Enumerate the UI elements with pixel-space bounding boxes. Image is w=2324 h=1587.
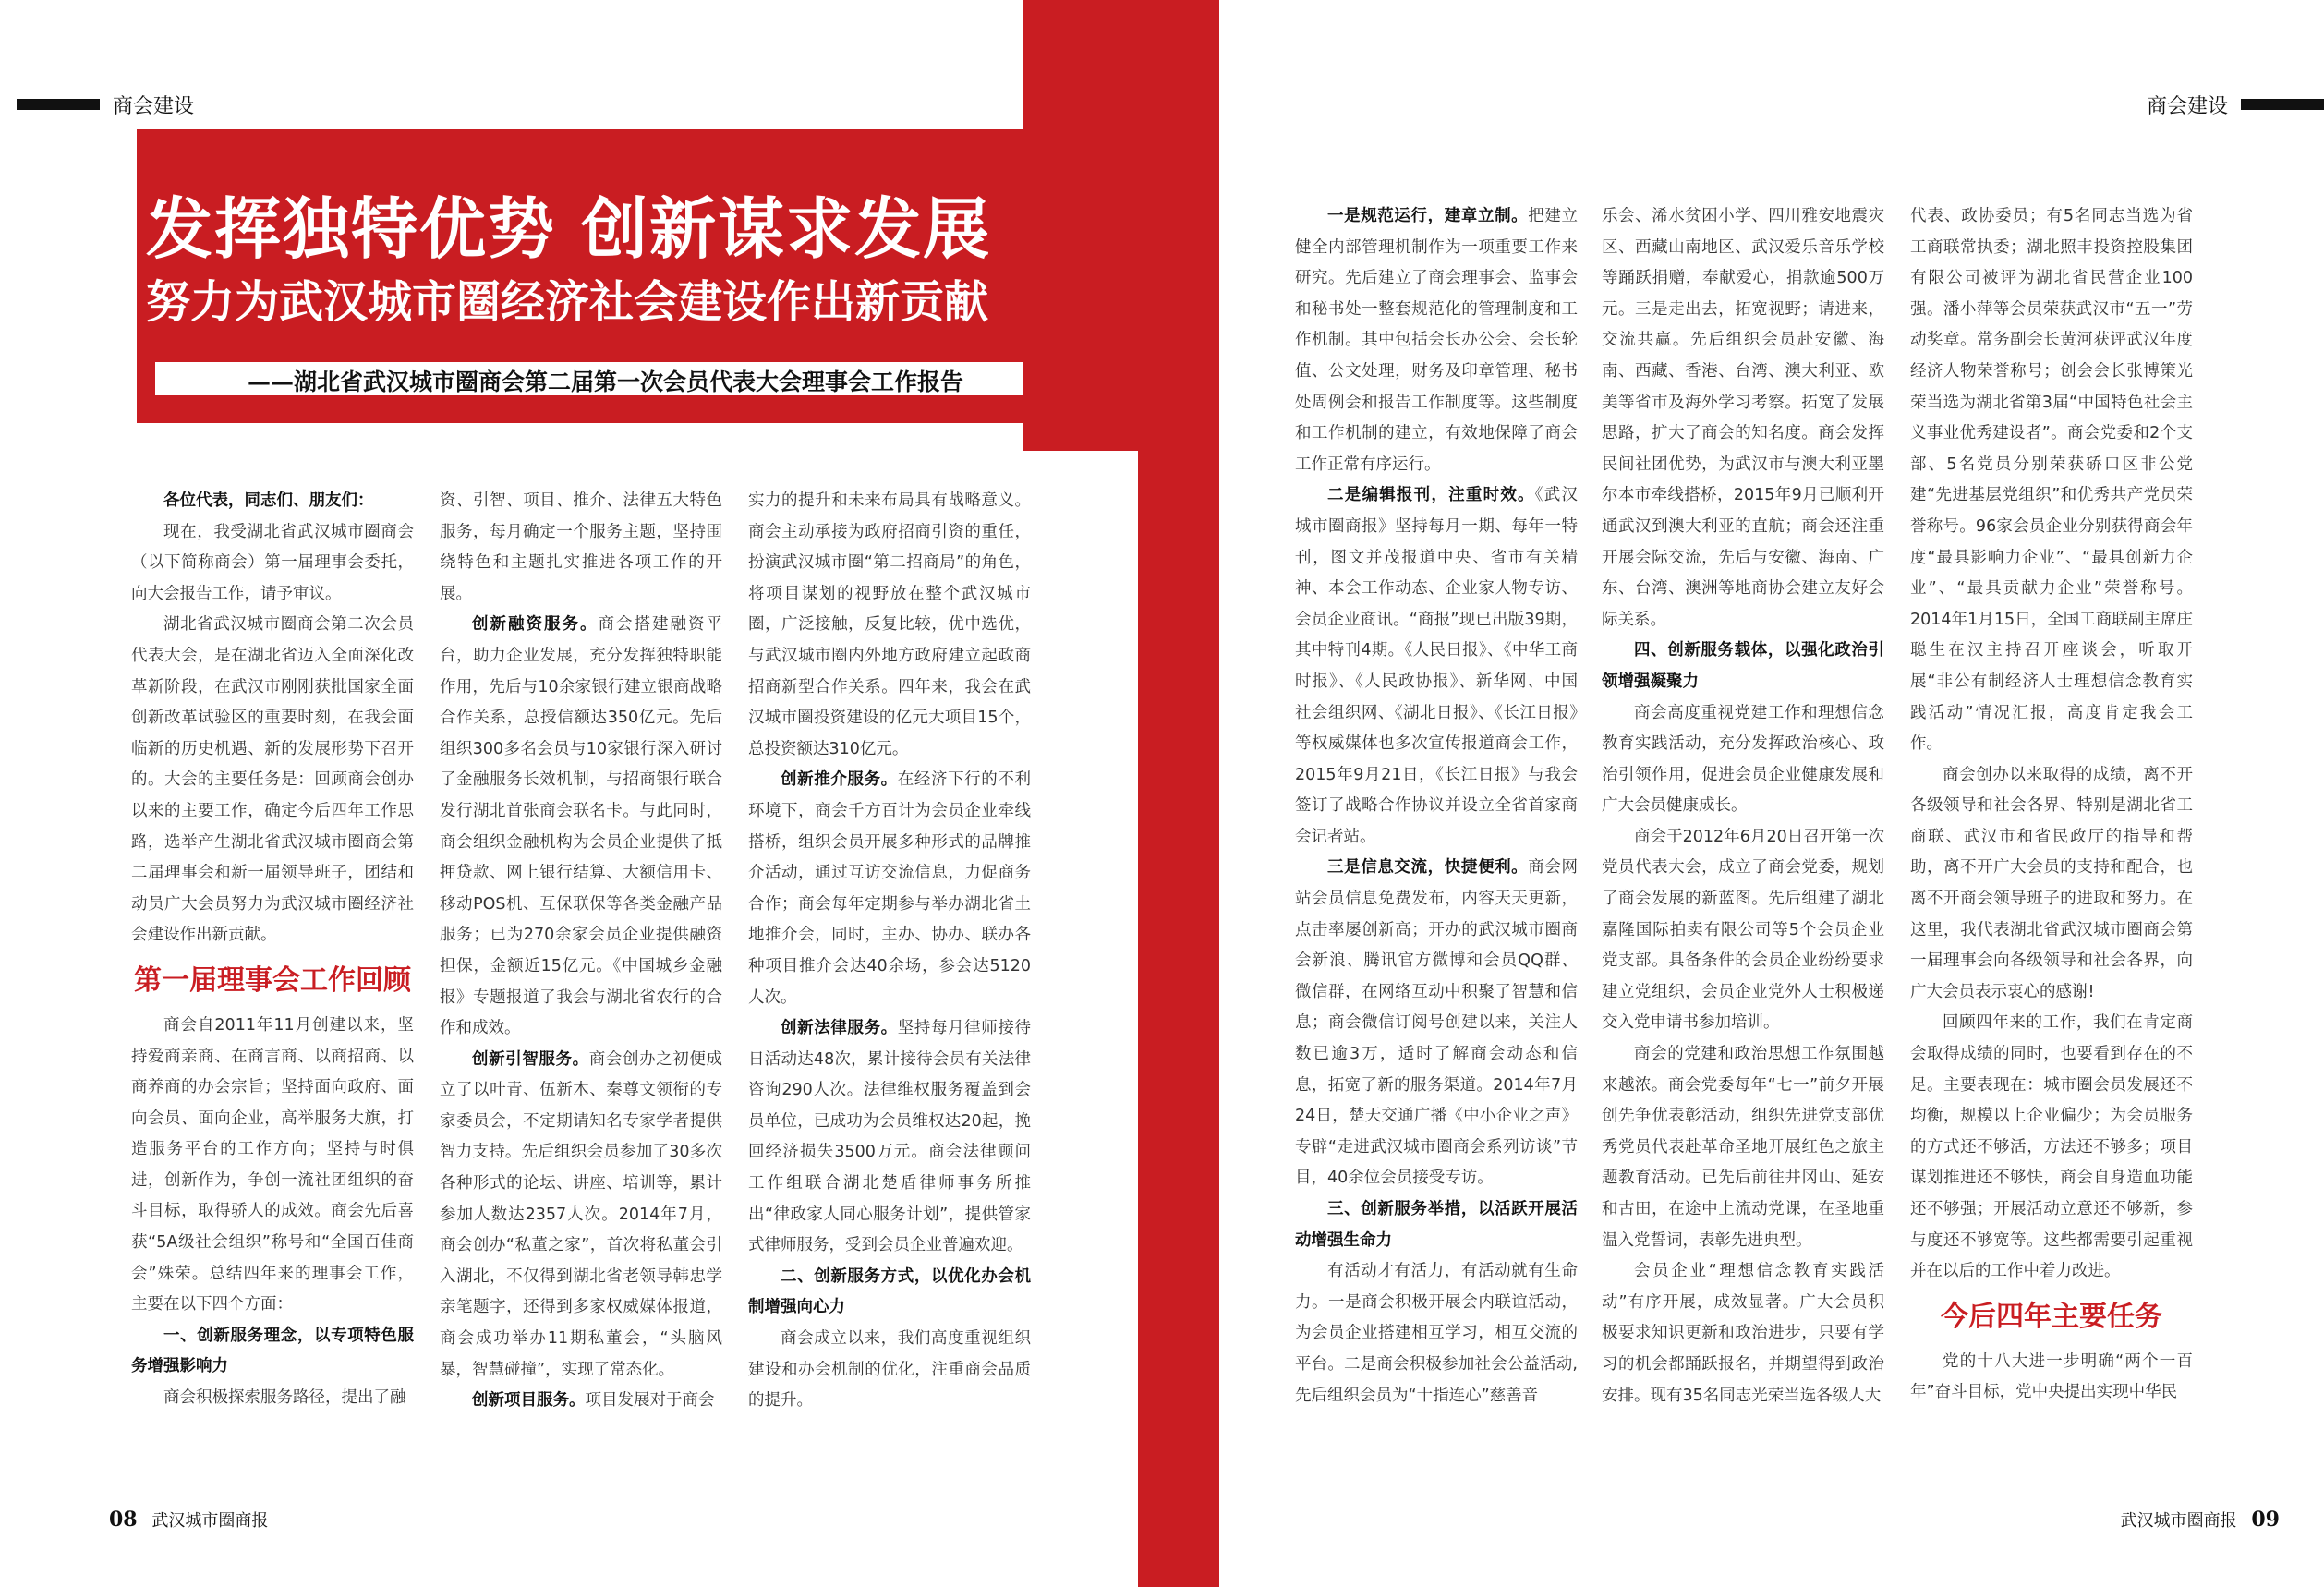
footer-right (2121, 1508, 2280, 1532)
right-column-1 (1295, 201, 1578, 1411)
paragraph: 商会自2011年11月创建以来，坚持爱商亲商、在商言商、以商招商、以商养商的办会宗旨；坚持面向政府、面向会员、面向企业，高举服务大旗，打造服务平台的工作方向；坚持与时俱进，创新作为，争创一流社团组织的奋斗目标，取得骄人的成效。商会先后喜获“5A级社会组织”称号和“全国百佳商会”殊荣。总结四年来的理事会工作，主要在以下四个方面： (131, 1015, 414, 1314)
paragraph-with-lead (440, 1045, 722, 1387)
paragraph: 会员企业“理想信念教育实践活动”有序开展，成效显著。广大会员积极要求知识更新和政治进步，只要有学习的机会都踊跃报名，并期望得到政治安排。现有35名同志光荣当选各级人大 (1602, 1262, 1884, 1405)
paragraph: 现在，我受湖北省武汉城市圈商会（以下简称商会）第一届理事会委托，向大会报告工作，请予审议。 (131, 522, 414, 603)
body-text: 坚持每月律师接待日活动达48次，累计接待会员有关法律咨询290人次。法律维权服务覆盖到会员单位，已成功为会员维权达20起，挽回经济损失3500万元。商会法律顾问工作组联合湖北楚盾律师事务所推出“律政家人同心服务计划”，提供管家式律师服务，受到会员企业普遍欢迎。 (748, 1019, 1031, 1255)
paragraph-with-lead (748, 765, 1031, 1013)
left-top-red-band (1023, 0, 1164, 451)
paragraph-with-lead (1295, 853, 1578, 1194)
paragraph: 乐会、浠水贫困小学、四川雅安地震灾区、西藏山南地区、武汉爱乐音乐学校等踊跃捐赠，奉献爱心，捐款逾500万元。三是走出去，拓宽视野；请进来，交流共赢。先后组织会员赴安徽、海南、西藏、香港、台湾、澳大利亚、欧美等省市及海外学习考察。拓宽了发展思路，扩大了商会的知名度。商会发挥民间社团优势，为武汉市与澳大利亚墨尔本市牵线搭桥，2015年9月已顺利开通武汉到澳大利亚的直航；商会还注重开展会际交流，先后与安徽、海南、广东、台湾、澳洲等地商协会建立友好会际关系。 (1602, 207, 1884, 629)
subheading: 三、创新服务举措，以活跃开展活动增强生命力 (1295, 1200, 1578, 1250)
title-subtitle: 努力为武汉城市圈经济社会建设作出新贡献 (146, 276, 989, 328)
lead-text: 创新法律服务。 (781, 1019, 898, 1038)
right-column-2 (1602, 201, 1884, 1411)
right-column-3 (1910, 201, 2193, 1409)
left-column-2 (440, 486, 722, 1417)
paragraph: 党的十八大进一步明确“两个一百年”奋斗目标，党中央提出实现中华民 (1910, 1351, 2193, 1402)
title-box (137, 129, 1033, 423)
subheading: 二、创新服务方式，以优化办会机制增强向心力 (748, 1266, 1031, 1317)
page-number: 08 (109, 1508, 138, 1532)
body-text: 把建立健全内部管理机制作为一项重要工作来研究。先后建立了商会理事会、监事会和秘书处一整套规范化的管理制度和工作机制。其中包括会长办公会、会长轮值、公文处理，财务及印章管理、秘书处周例会和报告工作制度等。这些制度和工作机制的建立，有效地保障了商会工作正常有序运行。 (1295, 207, 1579, 474)
paragraph: 有活动才有活力，有活动就有生命力。一是商会积极开展会内联谊活动，为会员企业搭建相互学习，相互交流的平台。二是商会积极参加社会公益活动,先后组织会员为“十指连心”慈善音 (1295, 1262, 1578, 1405)
section-tab-right (2134, 91, 2324, 118)
lead-text: 二是编辑报刊，注重时效。 (1327, 486, 1535, 505)
subheading: 四、创新服务载体，以强化政治引领增强凝聚力 (1602, 641, 1884, 691)
section-heading: 第一届理事会工作回顾 (134, 963, 411, 997)
body-text: 在经济下行的不利环境下，商会千方百计为会员企业牵线搭桥，组织会员开展多种形式的品牌推介活动，通过互访交流信息，力促商务合作；商会每年定期参与举办湖北省土地推介会，同时，主办、协办、联办各种项目推介会达40余场，参会达5120人次。 (748, 770, 1031, 1007)
paragraph: 代表、政协委员；有5名同志当选为省工商联常执委；湖北照丰投资控股集团有限公司被评为湖北省民营企业100强。潘小萍等会员荣获武汉市“五一”劳动奖章。常务副会长黄河获评武汉年度经济人物荣誉称号；创会会长张博策光荣当选为湖北省第3届“中国特色社会主义事业优秀建设者”。商会党委和2个支部、5名党员分别荣获硚口区非公党建“先进基层党组织”和优秀共产党员荣誉称号。96家会员企业分别获得商会年度“最具影响力企业”、“最具创新力企业”、“最具贡献力企业”荣誉称号。2014年1月15日，全国工商联副主席庄聪生在汉主持召开座谈会，听取开展“非公有制经济人士理想信念教育实践活动”情况汇报，高度肯定我会工作。 (1910, 207, 2193, 754)
paragraph-with-lead (748, 1013, 1031, 1262)
section-label: 商会建设 (2146, 94, 2228, 118)
paragraph: 商会的党建和政治思想工作氛围越来越浓。商会党委每年“七一”前夕开展创先争优表彰活动，组织先进党支部优秀党员代表赴革命圣地开展红色之旅主题教育活动。已先后前往井冈山、延安和古田，在途中上流动党课，在圣地重温入党誓词，表彰先进典型。 (1602, 1045, 1884, 1250)
right-page (1219, 0, 2324, 1587)
title-report: ——湖北省武汉城市圈商会第二届第一次会员代表大会理事会工作报告 (248, 369, 964, 395)
paragraph-with-lead (440, 610, 722, 1044)
paragraph: 实力的提升和未来布局具有战略意义。商会主动承接为政府招商引资的重任，扮演武汉城市圈“第二招商局”的角色，将项目谋划的视野放在整个武汉城市圈，广泛接触，反复比较，优中选优，与武汉城市圈内外地方政府建立起政商招商新型合作关系。四年来，我会在武汉城市圈投资建设的亿元大项目15个，总投资额达310亿元。 (748, 491, 1031, 758)
body-text: 商会网站会员信息免费发布，内容天天更新，点击率屡创新高；开办的武汉城市圈商会新浪、腾讯官方微博和会员QQ群、微信群，在网络互动中积聚了智慧和信息；商会微信订阅号创建以来，关注人数已逾3万，适时了解商会动态和信息，拓宽了新的服务渠道。2014年7月24日，楚天交通广播《中小企业之声》专辟“走进武汉城市圈商会系列访谈”节目，40余位会员接受专访。 (1295, 858, 1579, 1188)
paragraph: 湖北省武汉城市圈商会第二次会员代表大会，是在湖北省迈入全面深化改革新阶段，在武汉市刚刚获批国家全面创新改革试验区的重要时刻，在我会面临新的历史机遇、新的发展形势下召开的。大会的主要任务是：回顾商会创办以来的主要工作，确定今后四年工作思路，选举产生湖北省武汉城市圈商会第二届理事会和新一届领导班子，团结和动员广大会员努力为武汉城市圈经济社会建设作出新贡献。 (131, 615, 414, 945)
body-text: 商会创办之初便成立了以叶青、伍新木、秦尊文领衔的专家委员会，不定期请知名专家学者提供智力支持。先后组织会员参加了30多次各种形式的论坛、讲座、培训等，累计参加人数达2357人次。2014年7月，商会创办“私董之家”，首次将私董会引入湖北，不仅得到湖北省老领导韩忠学亲笔题字，还得到多家权威媒体报道，商会成功举办11期私董会，“头脑风暴，智慧碰撞”，实现了常态化。 (440, 1049, 722, 1379)
paragraph-with-lead (1295, 480, 1578, 853)
subheading: 一、创新服务理念，以专项特色服务增强影响力 (131, 1326, 414, 1376)
lead-text: 三是信息交流，快捷便利。 (1327, 858, 1529, 878)
publication-name: 武汉城市圈商报 (2120, 1511, 2237, 1531)
salutation-line (131, 486, 414, 517)
body-text: 《武汉城市圈商报》坚持每月一期、每年一特刊，图文并茂报道中央、省市有关精神、本会工作动态、企业家人物专访、会员企业商讯。“商报”现已出版39期，其中特刊4期。《人民日报》、《中华工商时报》、《人民政协报》、新华网、中国社会组织网、《湖北日报》、《长江日报》等权威媒体也多次宣传报道商会工作，2015年9月21日，《长江日报》与我会签订了战略合作协议并设立全省首家商会记者站。 (1295, 486, 1579, 846)
lead-text: 创新融资服务。 (472, 615, 599, 635)
lead-text: 创新引智服务。 (472, 1049, 589, 1069)
publication-name: 武汉城市圈商报 (151, 1511, 269, 1531)
paragraph: 资、引智、项目、推介、法律五大特色服务，每月确定一个服务主题，坚持围绕特色和主题扎实推进各项工作的开展。 (440, 491, 722, 603)
paragraph: 商会成立以来，我们高度重视组织建设和办会机制的优化，注重商会品质的提升。 (748, 1329, 1031, 1411)
paragraph: 商会高度重视党建工作和理想信念教育实践活动，充分发挥政治核心、政治引领作用，促进会员企业健康发展和广大会员健康成长。 (1602, 703, 1884, 816)
body-text: 项目发展对于商会 (585, 1391, 715, 1411)
salutation: 各位代表，同志们、朋友们： (163, 491, 374, 510)
paragraph: 商会积极探索服务路径，提出了融 (163, 1388, 406, 1408)
left-column-1 (131, 486, 414, 1414)
footer-left (109, 1508, 268, 1532)
page-number: 09 (2251, 1508, 2280, 1532)
section-tab-block (2241, 99, 2324, 110)
section-tab-left (17, 91, 207, 118)
paragraph: 商会创办以来取得的成绩，离不开各级领导和社会各界、特别是湖北省工商联、武汉市和省民政厅的指导和帮助，离不开广大会员的支持和配合，也离不开商会领导班子的进取和努力。在这里，我代表湖北省武汉城市圈商会第一届理事会向各级领导和社会各界，向广大会员表示衷心的感谢! (1910, 765, 2193, 1001)
lead-text: 一是规范运行，建章立制。 (1327, 207, 1529, 225)
section-tab-block (17, 99, 100, 110)
lead-text: 创新推介服务。 (781, 770, 898, 790)
paragraph: 商会于2012年6月20日召开第一次党员代表大会，成立了商会党委，规划了商会发展的新蓝图。先后组建了湖北嘉隆国际拍卖有限公司等5个会员企业党支部。具备条件的会员企业纷纷要求建立党组织，会员企业党外人士积极递交入党申请书参加培训。 (1602, 827, 1884, 1033)
lead-text: 创新项目服务。 (472, 1391, 586, 1411)
paragraph-with-lead (1295, 201, 1578, 480)
left-right-red-strip (1138, 451, 1164, 1587)
left-column-3 (748, 486, 1031, 1417)
paragraph-with-lead (440, 1386, 722, 1417)
title-main: 发挥独特优势 创新谋求发展 (146, 189, 992, 268)
section-label: 商会建设 (113, 94, 195, 118)
body-text: 商会搭建融资平台，助力企业发展，充分发挥独特职能作用，先后与10余家银行建立银商战略合作关系，总授信额达350亿元。先后组织300多名会员与10家银行深入研讨了金融服务长效机制，与招商银行联合发行湖北首张商会联名卡。与此同时，商会组织金融机构为会员企业提供了抵押贷款、网上银行结算、大额信用卡、移动POS机、互保联保等各类金融产品服务；已为270余家会员企业提供融资担保，金额近15亿元。《中国城乡金融报》专题报道了我会与湖北省农行的合作和成效。 (440, 615, 722, 1038)
paragraph: 回顾四年来的工作，我们在肯定商会取得成绩的同时，也要看到存在的不足。主要表现在：城市圈会员发展还不均衡，规模以上企业偏少；为会员服务的方式还不够活，方法还不够多；项目谋划推进还不够快，商会自身造血功能还不够强；开展活动立意还不够新，参与度还不够宽等。这些都需要引起重视并在以后的工作中着力改进。 (1910, 1013, 2193, 1281)
section-heading: 今后四年主要任务 (1941, 1300, 2162, 1333)
spine-red-band (1164, 0, 1219, 1587)
title-report-strip (155, 362, 1023, 395)
